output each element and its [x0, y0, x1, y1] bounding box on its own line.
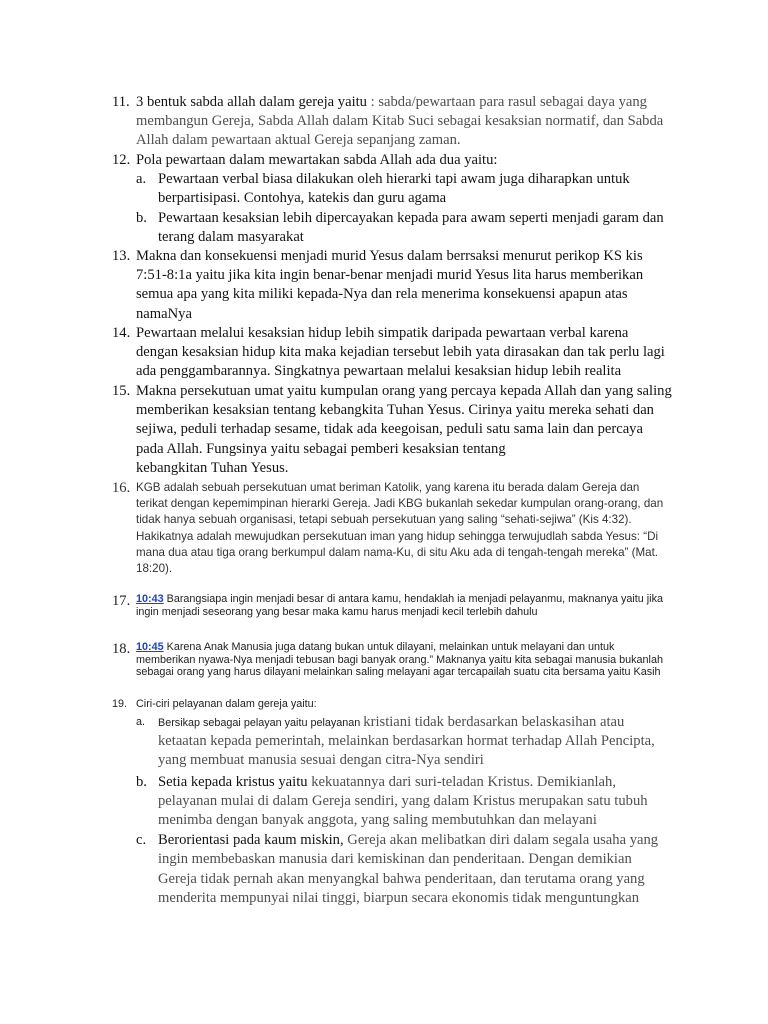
- item-text: KGB adalah sebuah persekutuan umat beriman Katolik, yang karena itu berada dalam Gereja dan terikat dengan kepemimpinan hierarki Gereja. Jadi KBG bukanlah sekedar kumpulan orang-orang, dan tidak hanya sebuah organisasi, tetapi sebuah persekutuan yang saling “sehati-sejiwa” (Kis 4:32). Hakikatnya adalah mewujudkan persekutuan iman yang hidup sehingga terwujudlah sabda Yesus: “Di mana dua atau tiga orang berkumpul dalam nama-Ku, di situ Aku ada di tengah-tengah mereka” (Mat. 18:20).: [136, 481, 664, 576]
- item-rest: : sabda/pewartaan para rasul sebagai daya yang membangun Gereja, Sabda Allah dalam Kitab Suci sebagai kesaksian normatif, dan Sabda Allah dalam pewartaan aktual Gereja sepanjang zaman.: [136, 94, 664, 149]
- sub-letter: b.: [136, 773, 147, 790]
- list-item-15: [112, 382, 672, 478]
- item-rest: Karena Anak Manusia juga datang bukan untuk dilayani, melainkan untuk melayani dan untuk memberikan nyawa-Nya menjadi tebusan bagi banyak orang.” Maknanya yaitu kita sebagai manusia bukanlah sebagai orang yang harus dilayani melainkan saling melayani agar tercapailah suatu cita bersama yaitu Kasih: [136, 641, 663, 679]
- item-text: Makna dan konsekuensi menjadi murid Yesus dalam berrsaksi menurut perikop KS kis 7:51-8:1a yaitu jika kita ingin benar-benar menjadi murid Yesus lita harus memberikan semua apa yang kita miliki kepada-Nya dan rela menerima konsekuensi apapun atas namaNya: [136, 248, 644, 322]
- sub-lead: Setia kepada kristus yaitu: [158, 773, 308, 790]
- list-item-11: [112, 93, 672, 151]
- sub-item-a: [136, 170, 672, 208]
- sub-text: Pewartaan kesaksian lebih dipercayakan kepada para awam seperti menjadi garam dan terang dalam masyarakat: [158, 209, 664, 245]
- item-text: [136, 93, 672, 151]
- sub-item-c: [136, 831, 672, 908]
- verse-link[interactable]: 10:45: [136, 641, 164, 653]
- sub-text: [158, 773, 672, 831]
- item-number: 13.: [112, 248, 131, 264]
- item-lead: 3 bentuk sabda allah dalam gereja yaitu: [136, 94, 367, 110]
- list-item-17: [112, 593, 672, 618]
- sub-letter: a.: [136, 716, 146, 728]
- item-text: Pola pewartaan dalam mewartakan sabda Allah ada dua yaitu:: [136, 152, 498, 168]
- list-item-13: [112, 247, 672, 324]
- item-number: 14.: [112, 325, 131, 341]
- item-text: Pewartaan melalui kesaksian hidup lebih simpatik daripada pewartaan verbal karena dengan kesaksian hidup kita maka kejadian tersebut lebih yata dirasakan dan tak perlu lagi ada penggambarannya. Singkatnya pewartaan melalui kesaksian hidup lebih realita: [136, 325, 665, 380]
- sub-letter: b.: [136, 209, 147, 226]
- sub-item-b: [136, 773, 672, 831]
- sub-rest: Gereja akan melibatkan diri dalam segala usaha yang ingin membebaskan manusia dari kemiskinan dan penderitaan. Dengan demikian Gereja tidak pernah akan menyangkal bahwa penderitaan, dan terutama orang yang menderita mempunyai nilai tinggi, biarpun secara ekonomis tidak menguntungkan: [158, 832, 659, 906]
- item-number: 15.: [112, 383, 131, 399]
- item-text: Ciri-ciri pelayanan dalam gereja yaitu:: [136, 698, 317, 710]
- item-number: 18.: [112, 641, 131, 657]
- sub-text: [158, 713, 672, 771]
- sub-item-a: [136, 713, 672, 771]
- item-number: 12.: [112, 152, 131, 168]
- list-item-14: [112, 324, 672, 382]
- sub-item-b: [136, 209, 672, 247]
- list-item-19: [112, 697, 672, 908]
- sub-text: Pewartaan verbal biasa dilakukan oleh hierarki tapi awam juga diharapkan untuk berpartisipasi. Contohya, katekis dan guru agama: [158, 171, 630, 207]
- sub-rest: kekuatannya dari suri-teladan Kristus. Demikianlah, pelayanan mulai di dalam Gereja sendiri, yang dalam Kristus merupakan satu tubuh menimba dengan banyak anggota, yang saling membutuhkan dan melayani: [158, 773, 648, 829]
- item-tail: kebangkitan Tuhan Yesus.: [136, 459, 289, 476]
- item-main: Makna persekutuan umat yaitu kumpulan orang yang percaya kepada Allah dan yang saling memberikan kesaksian tentang kebangkita Tuhan Yesus. Cirinya yaitu mereka sehati dan sejiwa, peduli terhadap sesame, tidak ada keegoisan, peduli satu sama lain dan percaya pada Allah. Fungsinya yaitu sebagai pemberi kesaksian tentang: [136, 383, 672, 457]
- sub-lead: Berorientasi pada kaum miskin,: [158, 832, 344, 849]
- item-number: 16.: [112, 480, 131, 496]
- list-item-18: [112, 641, 672, 679]
- list-item-16: [112, 480, 672, 577]
- verse-link[interactable]: 10:43: [136, 593, 164, 605]
- sub-text: [158, 831, 672, 908]
- sub-letter: a.: [136, 171, 147, 188]
- item-text: [136, 382, 672, 478]
- sub-lead: Bersikap sebagai pelayan yaitu pelayanan: [158, 717, 364, 729]
- item-number: 17.: [112, 593, 131, 609]
- item-rest: Barangsiapa ingin menjadi besar di antara kamu, hendaklah ia menjadi pelayanmu, maknanya yaitu jika ingin menjadi seseorang yang besar maka kamu harus menjadi kecil terlebih dahulu: [136, 593, 663, 618]
- item-number: 11.: [112, 94, 130, 110]
- sub-letter: c.: [136, 832, 147, 849]
- item-number: 19.: [112, 698, 128, 710]
- list-item-12: [112, 151, 672, 247]
- item-text: [136, 593, 672, 618]
- sub-rest: kristiani tidak berdasarkan belaskasihan atau ketaatan kepada pemerintah, melainkan berdasarkan hormat terhadap Allah Pencipta, yang membuat manusia sesuai dengan citra-Nya sendiri: [158, 714, 655, 769]
- item-text: [136, 641, 672, 679]
